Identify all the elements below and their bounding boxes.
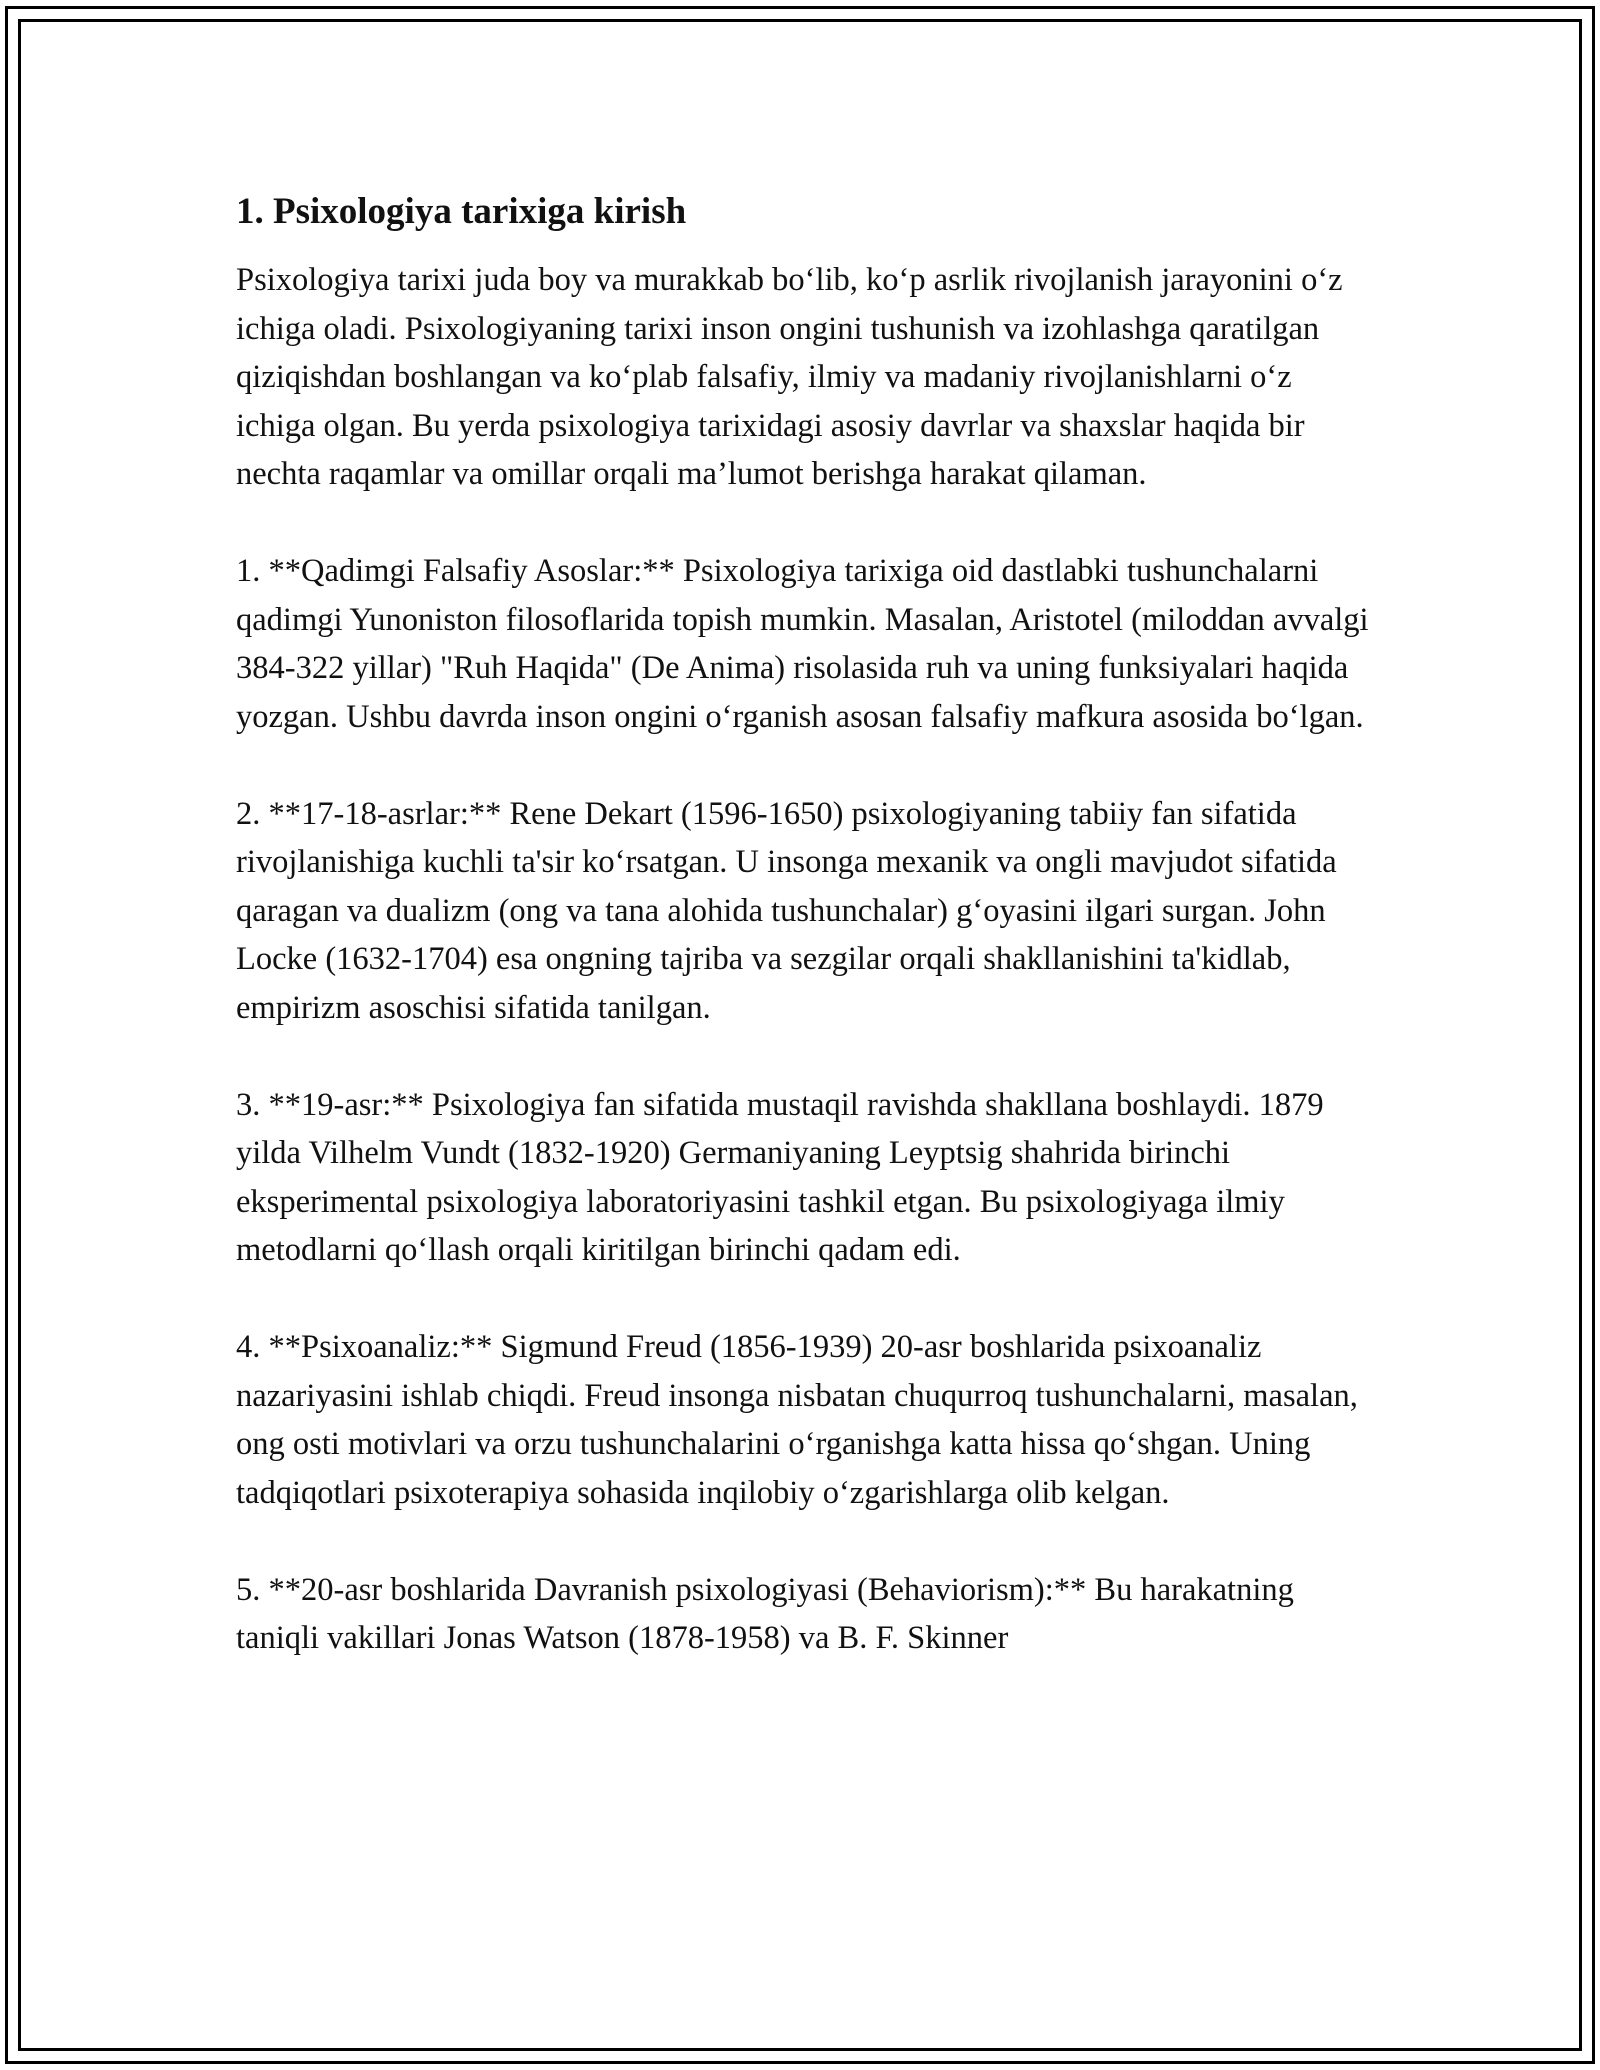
paragraph-17-18-centuries: 2. **17-18-asrlar:** Rene Dekart (1596-1650) psixologiyaning tabiiy fan sifatida rivojlanishiga kuchli ta'sir ko‘rsatgan. U insonga mexanik va ongli mavjudot sifatida qaragan va dualizm (ong va tana alohida tushunchalar) g‘oyasini ilgari surgan. John Locke (1632-1704) esa ongning tajriba va sezgilar orqali shakllanishini ta'kidlab, empirizm asoschisi sifatida tanilgan.	[236, 795, 1337, 1026]
intro-paragraph: Psixologiya tarixi juda boy va murakkab bo‘lib, ko‘p asrlik rivojlanish jarayonini o‘z ichiga oladi. Psixologiyaning tarixi inson ongini tushunish va izohlashga qaratilgan qiziqishdan boshlangan va ko‘plab falsafiy, ilmiy va madaniy rivojlanishlarni o‘z ichiga olgan. Bu yerda psixologiya tarixidagi asosiy davrlar va shaxslar haqida bir nechta raqamlar va omillar orqali ma’lumot berishga harakat qilaman.	[236, 262, 1343, 492]
document-body	[236, 188, 1376, 1711]
paragraph-ancient-philosophy: 1. **Qadimgi Falsafiy Asoslar:** Psixologiya tarixiga oid dastlabki tushunchalarni qadimgi Yunoniston filosoflarida topish mumkin. Masalan, Aristotel (miloddan avvalgi 384-322 yillar) "Ruh Haqida" (De Anima) risolasida ruh va uning funksiyalari haqida yozgan. Ushbu davrda inson ongini o‘rganish asosan falsafiy mafkura asosida bo‘lgan.	[236, 553, 1369, 735]
page-title: 1. Psixologiya tarixiga kirish	[236, 191, 687, 232]
paragraph-behaviorism: 5. **20-asr boshlarida Davranish psixologiyasi (Behaviorism):** Bu harakatning taniqli vakillari Jonas Watson (1878-1958) va B. F. Skinner	[236, 1571, 1294, 1656]
paragraph-19-century: 3. **19-asr:** Psixologiya fan sifatida mustaqil ravishda shakllana boshlaydi. 1879 yilda Vilhelm Vundt (1832-1920) Germaniyaning Leyptsig shahrida birinchi eksperimental psixologiya laboratoriyasini tashkil etgan. Bu psixologiyaga ilmiy metodlarni qo‘llash orqali kiritilgan birinchi qadam edi.	[236, 1086, 1324, 1268]
paragraph-psychoanalysis: 4. **Psixoanaliz:** Sigmund Freud (1856-1939) 20-asr boshlarida psixoanaliz nazariyasini ishlab chiqdi. Freud insonga nisbatan chuqurroq tushunchalarni, masalan, ong osti motivlari va orzu tushunchalarini o‘rganishga katta hissa qo‘shgan. Uning tadqiqotlari psixoterapiya sohasida inqilobiy o‘zgarishlarga olib kelgan.	[236, 1329, 1358, 1511]
